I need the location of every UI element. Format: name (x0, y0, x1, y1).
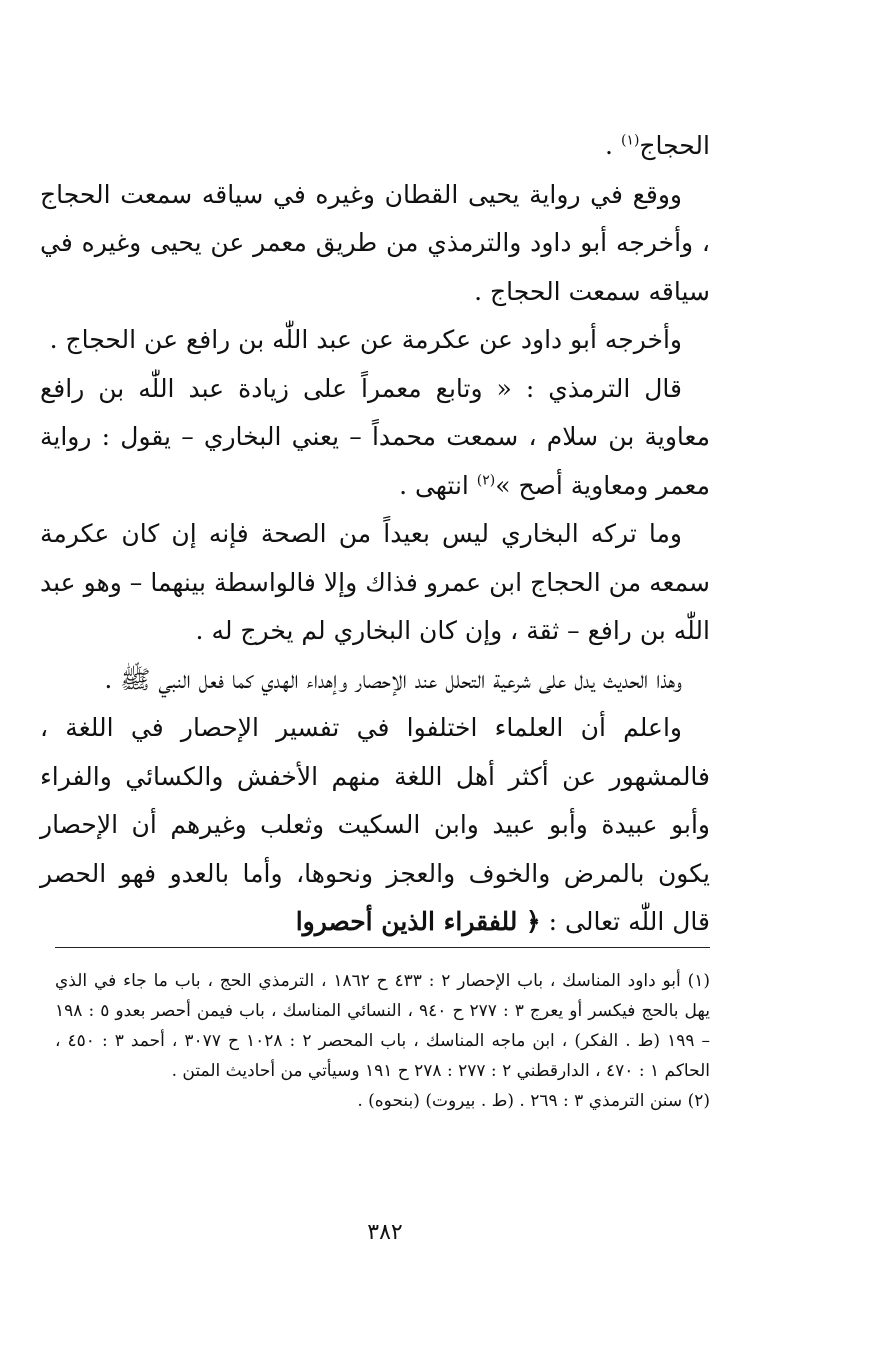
paragraph-1 (40, 122, 710, 171)
paragraph-4 (40, 365, 710, 511)
paragraph-2: ووقع في رواية يحيى القطان وغيره في سياقه سمعت الحجاج ، وأخرجه أبو داود والترمذي من طريق معمر عن يحيى وغيره في سياقه سمعت الحجاج . (40, 179, 710, 306)
footnote-1: (١) أبو داود المناسك ، باب الإحصار ٢ : ٤٣٣ ح ١٨٦٢ ، الترمذي الحج ، باب ما جاء في الذي يهل بالحج فيكسر أو يعرج ٣ : ٢٧٧ ح ٩٤٠ ، النسائي المناسك ، باب فيمن أحصر بعدو ٥ : ١٩٨ – ١٩٩ (ط . الفكر) ، ابن ماجه المناسك ، باب المحصر ٢ : ١٠٢٨ ح ٣٠٧٧ ، أحمد ٣ : ٤٥٠ ، الحاكم ١ : ٤٧٠ ، الدارقطني ٢ : ٢٧٧ : ٢٧٨ ح ١٩١ وسيأتي من أحاديث المتن . (55, 971, 710, 1081)
footnote-2: (٢) سنن الترمذي ٣ : ٢٦٩ . (ط . بيروت) (بنحوه) . (357, 1091, 710, 1111)
paragraph-7 (40, 704, 710, 947)
paragraph-1-tail: . (605, 131, 621, 160)
page-number: ٣٨٢ (367, 1220, 403, 1245)
footnote-ref-2[interactable]: (٢) (476, 472, 496, 489)
footnote-divider (55, 947, 710, 948)
main-text (40, 122, 710, 947)
paragraph-5: وما تركه البخاري ليس بعيداً من الصحة فإنه إن كان عكرمة سمعه من الحجاج ابن عمرو فذاك وإلا فالواسطة بينهما – وهو عبد اللّٰه بن رافع – ثقة ، وإن كان البخاري لم يخرج له . (40, 519, 710, 645)
paragraph-6: وهذا الحديث يدل على شرعية التحلل عند الإحصار وإهداء الهدي كما فعل النبي ﷺ . (104, 664, 682, 694)
paragraph-4-tail: انتهى . (399, 470, 477, 500)
paragraph-7-text: واعلم أن العلماء اختلفوا في تفسير الإحصار في اللغة ، فالمشهور عن أكثر أهل اللغة منهم الأخفش والكسائي والفراء وأبو عبيدة وأبو عبيد وابن السكيت وثعلب وغيرهم أن الإحصار يكون بالمرض والخوف والعجز ونحوها، وأما بالعدو فهو الحصر قال اللّٰه تعالى : (40, 713, 710, 936)
paragraph-3: وأخرجه أبو داود عن عكرمة عن عبد اللّٰه بن رافع عن الحجاج . (49, 325, 682, 354)
paragraph-4-text: قال الترمذي : « وتابع معمراً على زيادة عبد اللّٰه بن رافع معاوية بن سلام ، سمعت محمداً – يعني البخاري – يقول : رواية معمر ومعاوية أصح » (40, 373, 710, 500)
footnote-ref-1[interactable]: (١) (620, 132, 640, 149)
paragraph-1-text: الحجاج (639, 131, 710, 160)
quran-quote: ﴿ للفقراء الذين أحصروا (295, 907, 541, 936)
footnotes (55, 966, 710, 1116)
book-page (30, 0, 710, 1359)
